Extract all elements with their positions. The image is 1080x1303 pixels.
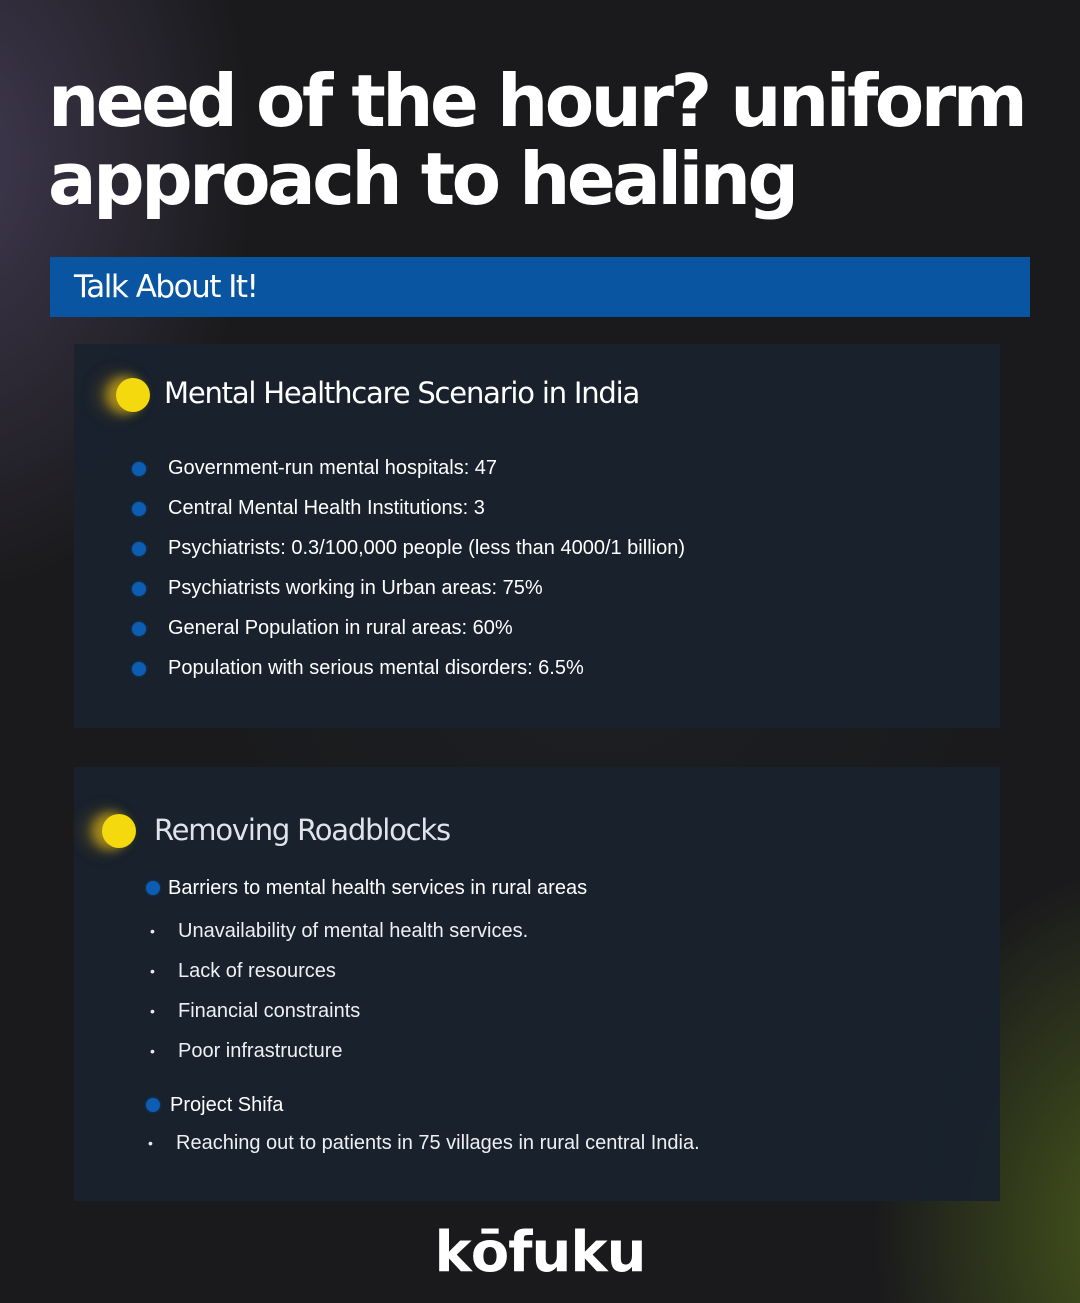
bullet-point-icon: • (150, 1003, 155, 1019)
bullet-point-icon: • (150, 1043, 155, 1059)
barrier-item: Poor infrastructure (178, 1040, 343, 1062)
barrier-item: Unavailability of mental health services. (178, 920, 529, 942)
card-title-mental-healthcare: Mental Healthcare Scenario in India (164, 376, 640, 410)
blue-dot-icon (132, 622, 146, 636)
project-shifa-heading: Project Shifa (170, 1094, 284, 1116)
stat-text: Population with serious mental disorders: 6.5% (168, 657, 584, 679)
blue-dot-icon (132, 662, 146, 676)
bullet-point-icon: • (150, 963, 155, 979)
headline-line-1: need of the hour? uniform (48, 59, 1025, 143)
headline (48, 59, 1048, 221)
stat-text: Psychiatrists: 0.3/100,000 people (less than 4000/1 billion) (168, 537, 685, 559)
blue-dot-icon (146, 1098, 160, 1112)
stat-text: Government-run mental hospitals: 47 (168, 457, 498, 479)
blue-dot-icon (132, 462, 146, 476)
sun-dot-icon (102, 814, 136, 848)
blue-dot-icon (132, 502, 146, 516)
card-title-removing-roadblocks: Removing Roadblocks (154, 813, 450, 847)
kofuku-logo: kōfuku (434, 1220, 646, 1285)
bullet-point-icon: • (150, 923, 155, 939)
project-shifa-item: Reaching out to patients in 75 villages in rural central India. (176, 1132, 700, 1154)
stat-text: Central Mental Health Institutions: 3 (168, 497, 485, 519)
blue-dot-icon (146, 881, 160, 895)
mental-healthcare-card (74, 344, 1000, 728)
removing-roadblocks-card (74, 767, 1000, 1201)
talk-about-it-banner (50, 257, 1030, 317)
barrier-item: Financial constraints (178, 1000, 361, 1022)
headline-line-2: approach to healing (48, 137, 796, 221)
stat-text: General Population in rural areas: 60% (168, 617, 513, 639)
bullet-point-icon: • (148, 1135, 153, 1151)
stat-text: Psychiatrists working in Urban areas: 75% (168, 577, 543, 599)
banner-label: Talk About It! (74, 269, 258, 305)
barriers-heading: Barriers to mental health services in rural areas (168, 877, 588, 899)
blue-dot-icon (132, 582, 146, 596)
barrier-item: Lack of resources (178, 960, 336, 982)
sun-dot-icon (116, 378, 150, 412)
blue-dot-icon (132, 542, 146, 556)
